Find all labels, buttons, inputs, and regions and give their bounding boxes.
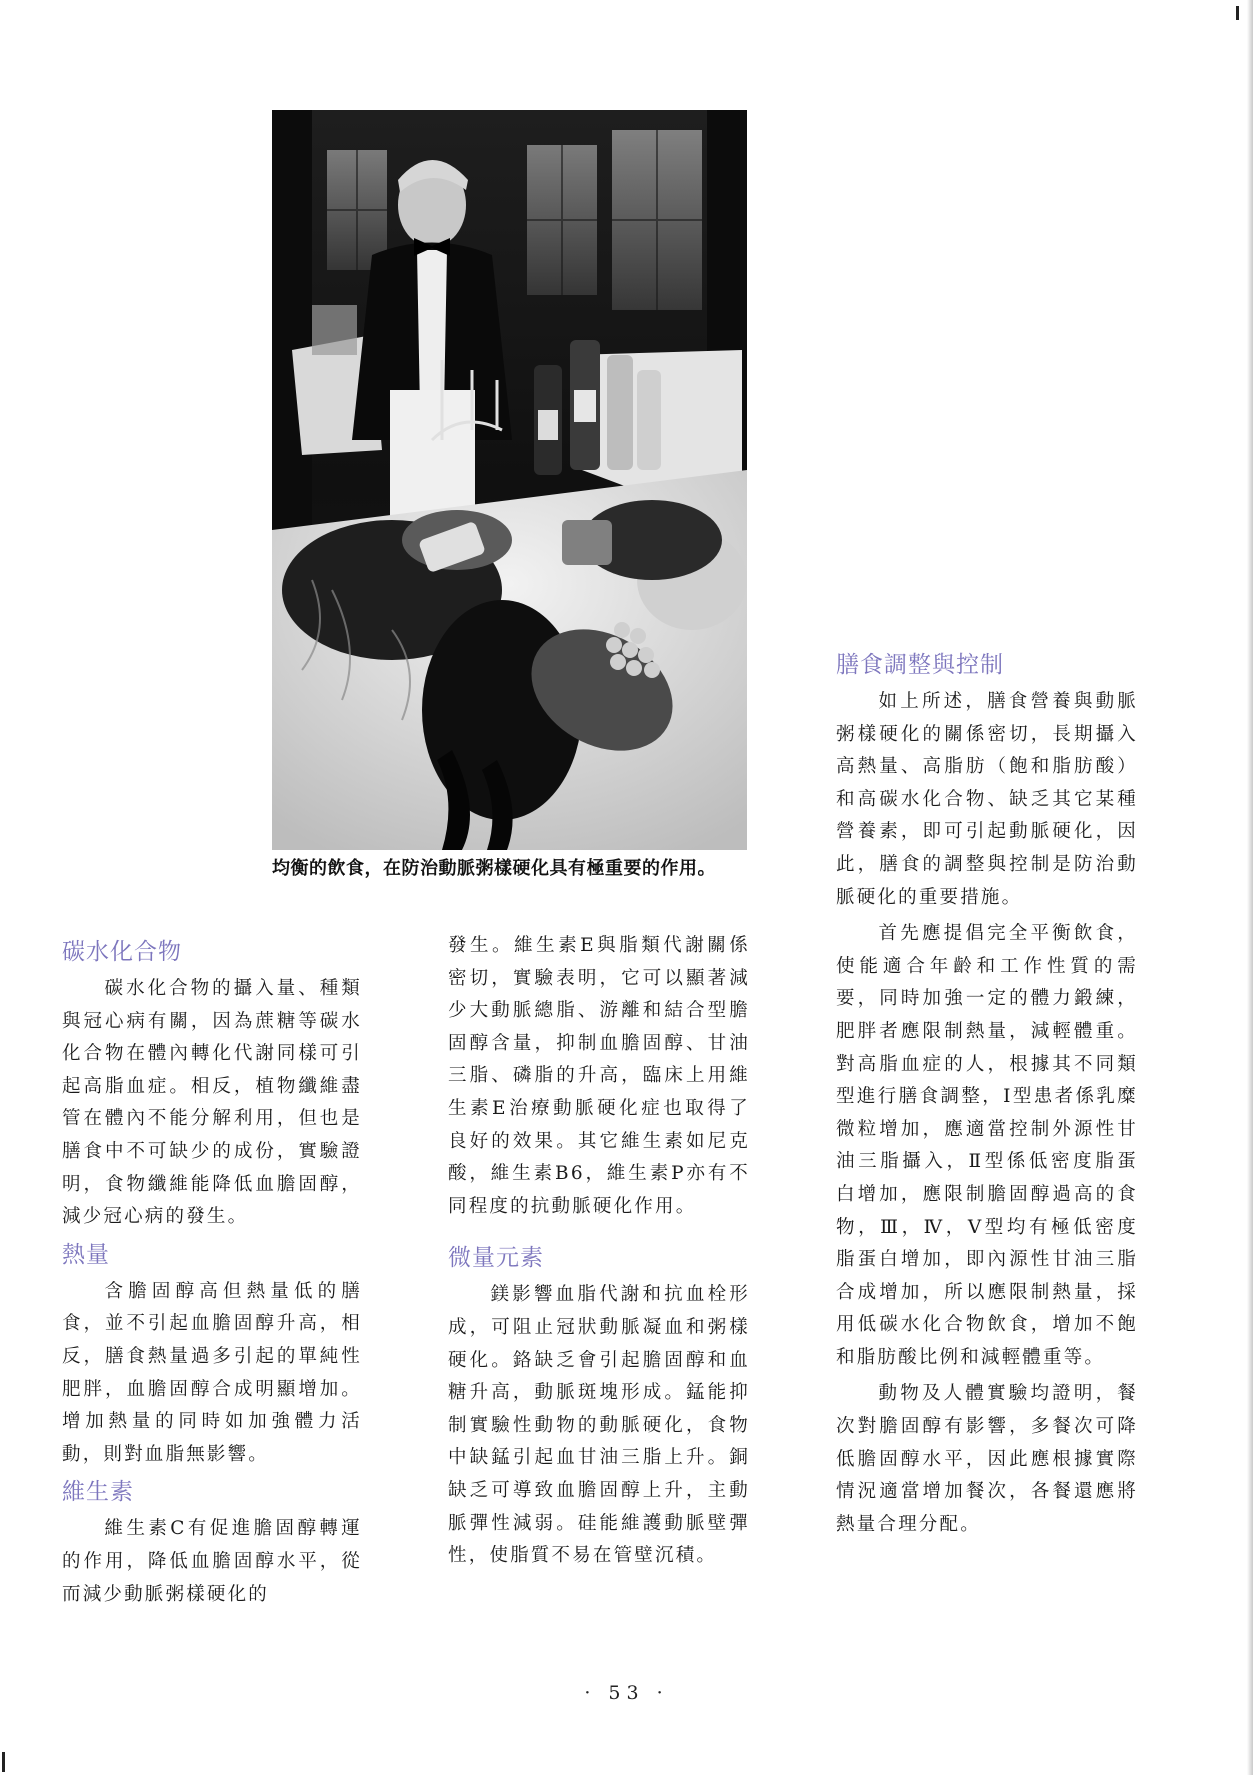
paragraph-trace-elements: 鎂影響血脂代謝和抗血栓形成，可阻止冠狀動脈凝血和粥樣硬化。鉻缺乏會引起膽固醇和血糖升高，動脈斑塊形成。錳能抑制實驗性動物的動脈硬化，食物中缺錳引起血甘油三脂上升。銅缺乏可導致血膽固醇上升，主動脈彈性減弱。硅能維護動脈壁彈性，使脂質不易在管壁沉積。 — [448, 1284, 750, 1567]
column-right — [836, 648, 1138, 1545]
page-number: · 53 · — [584, 1682, 669, 1704]
heading-diet-adjustment: 膳食調整與控制 — [836, 652, 1004, 678]
paragraph-carbohydrates: 碳水化合物的攝入量、種類與冠心病有關，因為蔗糖等碳水化合物在體內轉化代謝同樣可引起高脂血症。相反，植物纖維盡管在體內不能分解利用，但也是膳食中不可缺少的成份，實驗證明，食物纖維能降低血膽固醇，減少冠心病的發生。 — [62, 978, 362, 1228]
heading-calories: 熱量 — [62, 1241, 110, 1268]
heading-trace-elements: 微量元素 — [448, 1245, 544, 1272]
paragraph-calories: 含膽固醇高但熱量低的膳食，並不引起血膽固醇升高，相反，膳食熱量過多引起的單純性肥胖，血膽固醇合成明顯增加。增加熱量的同時如加強體力活動，則對血脂無影響。 — [62, 1280, 362, 1465]
heading-vitamins: 維生素 — [62, 1479, 134, 1506]
paragraph-diet-adjustment-3: 動物及人體實驗均證明，餐次對膽固醇有影響，多餐次可降低膽固醇水平，因此應根據實際情況適當增加餐次，各餐還應將熱量合理分配。 — [836, 1383, 1138, 1535]
paragraph-vitamins: 維生素C有促進膽固醇轉運的作用，降低血膽固醇水平，從而減少動脈粥樣硬化的 — [62, 1518, 362, 1605]
scan-mark-bottom-left — [2, 1752, 5, 1772]
column-left — [62, 935, 362, 1615]
photo-caption: 均衡的飲食，在防治動脈粥樣硬化具有極重要的作用。 — [272, 858, 716, 879]
paragraph-diet-adjustment-1: 如上所述，膳食營養與動脈粥樣硬化的關係密切，長期攝入高熱量、高脂肪（飽和脂肪酸）和高碳水化合物、缺乏其它某種營養素，即可引起動脈硬化，因此，膳食的調整與控制是防治動脈硬化的重要措施。 — [836, 691, 1138, 908]
column-middle — [448, 930, 750, 1577]
paragraph-vitamins-continued: 發生。維生素E與脂類代謝關係密切，實驗表明，它可以顯著減少大動脈總脂、游離和結合型膽固醇含量，抑制血膽固醇、甘油三脂、磷脂的升高，臨床上用維生素E治療動脈硬化症也取得了良好的效果。其它維生素如尼克酸，維生素B6，維生素P亦有不同程度的抗動脈硬化作用。 — [448, 935, 750, 1217]
heading-carbohydrates: 碳水化合物 — [62, 939, 182, 965]
page-edge-shadow — [1247, 0, 1253, 1775]
scan-mark-top-right — [1236, 6, 1239, 20]
photo-waiter-with-food-display — [272, 110, 747, 850]
paragraph-diet-adjustment-2: 首先應提倡完全平衡飲食，使能適合年齡和工作性質的需要，同時加強一定的體力鍛練，肥胖者應限制熱量，減輕體重。對高脂血症的人，根據其不同類型進行膳食調整，Ⅰ型患者係乳糜微粒增加，應適當控制外源性甘油三脂攝入，Ⅱ型係低密度脂蛋白增加，應限制膽固醇過高的食物，Ⅲ，Ⅳ，Ⅴ型均有極低密度脂蛋白增加，即內源性甘油三脂合成增加，所以應限制熱量，採用低碳水化合物飲食，增加不飽和脂肪酸比例和減輕體重等。 — [836, 923, 1138, 1368]
